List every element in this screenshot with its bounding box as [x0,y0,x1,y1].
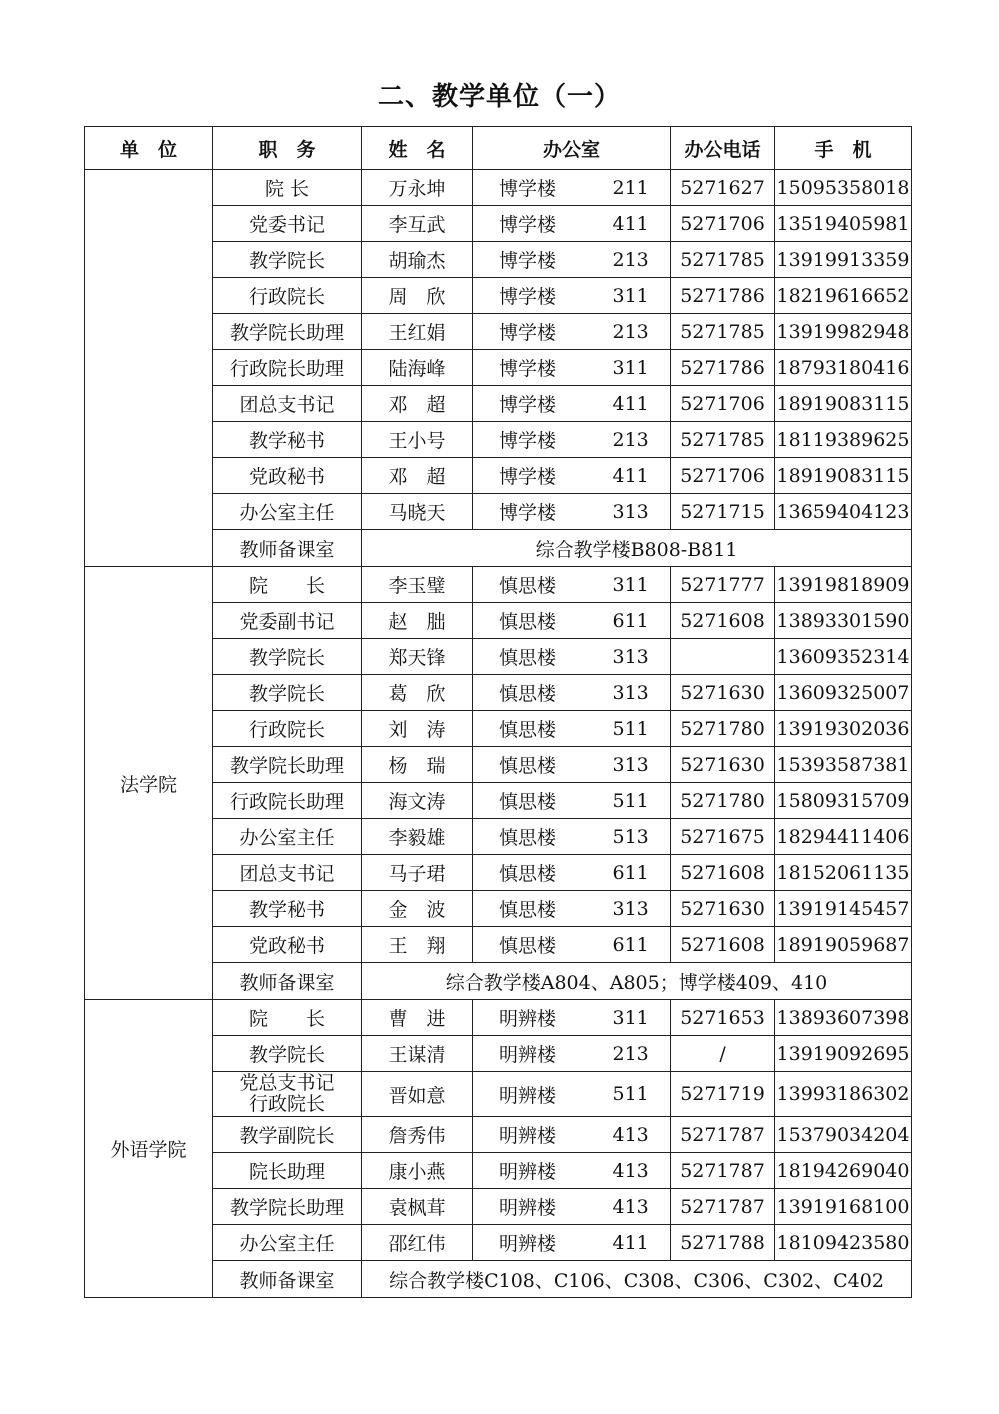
office-phone-cell: 5271608 [671,855,775,891]
building-cell: 慎思楼 [473,639,583,675]
room-cell: 413 [583,1189,671,1225]
mobile-cell: 18919059687 [775,927,912,963]
name-cell: 金 波 [362,891,473,927]
building-cell: 博学楼 [473,386,583,422]
header-office: 办公室 [473,127,671,170]
office-phone-cell: 5271630 [671,675,775,711]
building-cell: 慎思楼 [473,783,583,819]
name-cell: 杨 瑞 [362,747,473,783]
name-cell: 万永坤 [362,170,473,206]
name-cell: 葛 欣 [362,675,473,711]
office-phone-cell: 5271653 [671,1000,775,1036]
name-cell: 王小号 [362,422,473,458]
role-cell: 教学秘书 [213,422,362,458]
building-cell: 慎思楼 [473,603,583,639]
mobile-cell: 15379034204 [775,1117,912,1153]
room-cell: 311 [583,350,671,386]
room-cell: 313 [583,891,671,927]
mobile-cell: 13993186302 [775,1072,912,1117]
office-phone-cell: 5271715 [671,494,775,530]
room-cell: 411 [583,386,671,422]
room-cell: 313 [583,675,671,711]
role-cell: 教学院长助理 [213,1189,362,1225]
name-cell: 李玉璧 [362,567,473,603]
building-cell: 博学楼 [473,494,583,530]
mobile-cell: 18109423580 [775,1225,912,1261]
mobile-cell: 13893607398 [775,1000,912,1036]
role-cell: 团总支书记 [213,386,362,422]
office-phone-cell: 5271627 [671,170,775,206]
name-cell: 海文涛 [362,783,473,819]
building-cell: 博学楼 [473,206,583,242]
role-cell: 教学院长 [213,675,362,711]
name-cell: 王红娟 [362,314,473,350]
table-row [85,1000,912,1036]
office-phone-cell: 5271608 [671,927,775,963]
building-cell: 博学楼 [473,350,583,386]
role-cell: 办公室主任 [213,819,362,855]
prep-room-label: 教师备课室 [213,1261,362,1298]
room-cell: 213 [583,1036,671,1072]
role-cell: 团总支书记 [213,855,362,891]
name-cell: 李毅雄 [362,819,473,855]
header-unit: 单 位 [85,127,213,170]
unit-cell: 法学院 [85,567,213,1000]
name-cell: 邓 超 [362,386,473,422]
role-cell: 院 长 [213,170,362,206]
room-cell: 213 [583,242,671,278]
office-phone-cell: 5271780 [671,783,775,819]
role-cell: 行政院长助理 [213,350,362,386]
mobile-cell: 13919818909 [775,567,912,603]
role-cell: 党政秘书 [213,927,362,963]
mobile-cell: 13919302036 [775,711,912,747]
mobile-cell: 18919083115 [775,458,912,494]
mobile-cell: 13919982948 [775,314,912,350]
office-phone-cell: 5271675 [671,819,775,855]
role-cell: 行政院长助理 [213,783,362,819]
name-cell: 胡瑜杰 [362,242,473,278]
role-cell: 办公室主任 [213,494,362,530]
role-cell: 教学院长 [213,1036,362,1072]
role-cell: 院 长 [213,1000,362,1036]
header-row [85,127,912,170]
table-row [85,170,912,206]
room-cell: 513 [583,819,671,855]
building-cell: 慎思楼 [473,855,583,891]
building-cell: 明辨楼 [473,1000,583,1036]
room-cell: 313 [583,639,671,675]
table-row [85,567,912,603]
mobile-cell: 13919145457 [775,891,912,927]
building-cell: 慎思楼 [473,819,583,855]
role-cell: 院 长 [213,567,362,603]
office-phone-cell [671,639,775,675]
building-cell: 明辨楼 [473,1036,583,1072]
name-cell: 王 翔 [362,927,473,963]
name-cell: 马子珺 [362,855,473,891]
room-cell: 413 [583,1117,671,1153]
role-cell: 教学院长助理 [213,314,362,350]
header-office-phone: 办公电话 [671,127,775,170]
building-cell: 博学楼 [473,242,583,278]
name-cell: 康小燕 [362,1153,473,1189]
office-phone-cell: 5271787 [671,1153,775,1189]
building-cell: 博学楼 [473,458,583,494]
office-phone-cell: / [671,1036,775,1072]
room-cell: 311 [583,567,671,603]
role-cell: 教学院长 [213,242,362,278]
role-cell: 教学院长助理 [213,747,362,783]
office-phone-cell: 5271608 [671,603,775,639]
office-phone-cell: 5271788 [671,1225,775,1261]
mobile-cell: 13919092695 [775,1036,912,1072]
mobile-cell: 13519405981 [775,206,912,242]
header-name: 姓 名 [362,127,473,170]
mobile-cell: 13609325007 [775,675,912,711]
name-cell: 赵 朏 [362,603,473,639]
role-cell: 行政院长 [213,711,362,747]
mobile-cell: 13893301590 [775,603,912,639]
name-cell: 曹 进 [362,1000,473,1036]
name-cell: 陆海峰 [362,350,473,386]
building-cell: 明辨楼 [473,1072,583,1117]
room-cell: 411 [583,458,671,494]
room-cell: 313 [583,747,671,783]
office-phone-cell: 5271706 [671,206,775,242]
building-cell: 慎思楼 [473,891,583,927]
room-cell: 511 [583,711,671,747]
building-cell: 博学楼 [473,422,583,458]
name-cell: 邓 超 [362,458,473,494]
building-cell: 慎思楼 [473,567,583,603]
room-cell: 213 [583,422,671,458]
prep-room-label: 教师备课室 [213,963,362,1000]
name-cell: 邵红伟 [362,1225,473,1261]
mobile-cell: 15095358018 [775,170,912,206]
room-cell: 313 [583,494,671,530]
room-cell: 611 [583,603,671,639]
room-cell: 311 [583,1000,671,1036]
name-cell: 马晓天 [362,494,473,530]
room-cell: 511 [583,1072,671,1117]
office-phone-cell: 5271630 [671,747,775,783]
room-cell: 413 [583,1153,671,1189]
mobile-cell: 13919913359 [775,242,912,278]
mobile-cell: 13609352314 [775,639,912,675]
unit-cell [85,170,213,567]
building-cell: 博学楼 [473,170,583,206]
building-cell: 慎思楼 [473,927,583,963]
office-phone-cell: 5271785 [671,242,775,278]
building-cell: 明辨楼 [473,1189,583,1225]
page-title: 二、教学单位（一） [377,82,621,112]
building-cell: 慎思楼 [473,675,583,711]
prep-room-location: 综合教学楼A804、A805；博学楼409、410 [362,963,912,1000]
role-cell: 院长助理 [213,1153,362,1189]
role-cell: 党委书记 [213,206,362,242]
name-cell: 周 欣 [362,278,473,314]
mobile-cell: 13659404123 [775,494,912,530]
building-cell: 明辨楼 [473,1225,583,1261]
role-cell: 党总支书记 行政院长 [213,1072,362,1117]
prep-room-location: 综合教学楼C108、C106、C308、C306、C302、C402 [362,1261,912,1298]
office-phone-cell: 5271719 [671,1072,775,1117]
building-cell: 博学楼 [473,278,583,314]
room-cell: 411 [583,1225,671,1261]
office-phone-cell: 5271787 [671,1117,775,1153]
building-cell: 明辨楼 [473,1153,583,1189]
name-cell: 刘 涛 [362,711,473,747]
mobile-cell: 15809315709 [775,783,912,819]
room-cell: 213 [583,314,671,350]
building-cell: 博学楼 [473,314,583,350]
prep-room-location: 综合教学楼B808-B811 [362,530,912,567]
building-cell: 慎思楼 [473,711,583,747]
office-phone-cell: 5271780 [671,711,775,747]
prep-room-label: 教师备课室 [213,530,362,567]
mobile-cell: 18793180416 [775,350,912,386]
office-phone-cell: 5271785 [671,422,775,458]
name-cell: 晋如意 [362,1072,473,1117]
mobile-cell: 18194269040 [775,1153,912,1189]
role-cell: 办公室主任 [213,1225,362,1261]
mobile-cell: 18294411406 [775,819,912,855]
role-cell: 党委副书记 [213,603,362,639]
header-mobile: 手 机 [775,127,912,170]
name-cell: 郑天锋 [362,639,473,675]
office-phone-cell: 5271630 [671,891,775,927]
mobile-cell: 18219616652 [775,278,912,314]
unit-cell: 外语学院 [85,1000,213,1298]
directory-table [84,126,912,1298]
role-cell: 党政秘书 [213,458,362,494]
role-cell: 教学院长 [213,639,362,675]
office-phone-cell: 5271786 [671,350,775,386]
mobile-cell: 18119389625 [775,422,912,458]
office-phone-cell: 5271706 [671,386,775,422]
role-cell: 教学秘书 [213,891,362,927]
role-cell: 教学副院长 [213,1117,362,1153]
office-phone-cell: 5271785 [671,314,775,350]
name-cell: 袁枫茸 [362,1189,473,1225]
room-cell: 411 [583,206,671,242]
room-cell: 211 [583,170,671,206]
mobile-cell: 15393587381 [775,747,912,783]
office-phone-cell: 5271777 [671,567,775,603]
name-cell: 詹秀伟 [362,1117,473,1153]
header-role: 职 务 [213,127,362,170]
office-phone-cell: 5271787 [671,1189,775,1225]
role-cell: 行政院长 [213,278,362,314]
room-cell: 511 [583,783,671,819]
room-cell: 611 [583,927,671,963]
table-body [85,170,912,1298]
mobile-cell: 18919083115 [775,386,912,422]
office-phone-cell: 5271786 [671,278,775,314]
building-cell: 明辨楼 [473,1117,583,1153]
office-phone-cell: 5271706 [671,458,775,494]
mobile-cell: 18152061135 [775,855,912,891]
room-cell: 311 [583,278,671,314]
room-cell: 611 [583,855,671,891]
mobile-cell: 13919168100 [775,1189,912,1225]
name-cell: 李互武 [362,206,473,242]
name-cell: 王谋清 [362,1036,473,1072]
building-cell: 慎思楼 [473,747,583,783]
